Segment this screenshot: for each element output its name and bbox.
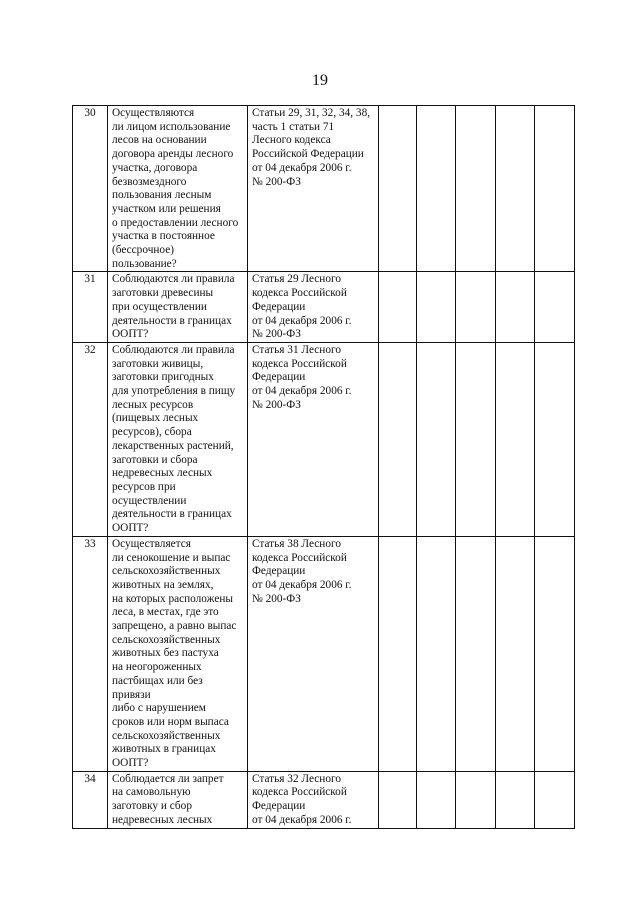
reference-line: от 04 декабря 2006 г. [252,385,352,398]
question-line: для употребления в пищу [112,385,236,398]
reference-line: кодекса Российской [252,287,347,300]
question-line: участком или решения [112,202,221,215]
question-line: (бессрочное) [112,244,174,257]
question-line: привязи [112,688,151,701]
question-line: ресурсов при [112,480,176,493]
question-line: ли лицом использование [112,120,231,133]
answer-cell[interactable] [496,536,535,771]
question-line: запрещено, а равно выпас [112,620,237,633]
question-line: недревесных лесных [112,813,213,826]
answer-cell[interactable] [417,106,456,272]
answer-cell[interactable] [379,771,417,828]
question-line: заготовки и сбора [112,453,198,466]
question-line: недревесных лесных [112,467,213,480]
legal-reference-cell [248,771,379,828]
reference-line: Федерации [252,300,306,313]
question-line: сроков или норм выпаса [112,715,229,728]
question-line: о предоставлении лесного [112,216,239,229]
question-line: животных без пастуха [112,647,219,660]
question-line: сельскохозяйственных [112,633,221,646]
answer-cell[interactable] [535,342,575,536]
question-cell [108,106,248,272]
question-line: леса, в местах, где это [112,606,219,619]
question-line: заготовки пригодных [112,371,214,384]
reference-line: Федерации [252,565,306,578]
answer-cell[interactable] [379,536,417,771]
checklist-table [72,105,575,829]
answer-cell[interactable] [496,342,535,536]
question-line: лесных ресурсов [112,398,194,411]
question-line: пастбищах или без [112,674,203,687]
reference-line: № 200-ФЗ [252,592,301,605]
table-row [73,771,575,828]
reference-line: Статья 38 Лесного [252,537,342,550]
table-row [73,536,575,771]
answer-cell[interactable] [535,106,575,272]
reference-line: Статья 29 Лесного [252,273,342,286]
question-line: на которых расположены [112,592,233,605]
answer-cell[interactable] [535,771,575,828]
reference-line: от 04 декабря 2006 г. [252,578,352,591]
answer-cell[interactable] [417,771,456,828]
answer-cell[interactable] [379,106,417,272]
reference-line: от 04 декабря 2006 г. [252,161,352,174]
answer-cell[interactable] [379,272,417,343]
reference-line: Статья 31 Лесного [252,343,342,356]
table-row [73,106,575,272]
reference-line: кодекса Российской [252,357,347,370]
question-line: животных на землях, [112,578,214,591]
question-line: заготовки живицы, [112,357,204,370]
question-cell [108,342,248,536]
question-line: ООПТ? [112,522,149,535]
question-line: (пищевых лесных [112,412,199,425]
reference-line: № 200-ФЗ [252,398,301,411]
reference-line: Федерации [252,371,306,384]
answer-cell[interactable] [379,342,417,536]
answer-cell[interactable] [535,272,575,343]
row-number: 33 [73,536,108,771]
answer-cell[interactable] [496,771,535,828]
answer-cell[interactable] [456,771,496,828]
answer-cell[interactable] [456,536,496,771]
reference-line: № 200-ФЗ [252,175,301,188]
legal-reference-cell [248,536,379,771]
question-cell [108,272,248,343]
question-line: участка, договора [112,161,198,174]
answer-cell[interactable] [456,272,496,343]
legal-reference-cell [248,106,379,272]
row-number: 32 [73,342,108,536]
question-line: пользования лесным [112,189,212,202]
question-line: при осуществлении [112,300,207,313]
reference-line: Статьи 29, 31, 32, 34, 38, [252,107,371,119]
row-number: 30 [73,106,108,272]
question-line: сельскохозяйственных [112,565,221,578]
answer-cell[interactable] [417,536,456,771]
question-line: деятельности в границах [112,508,232,521]
answer-cell[interactable] [456,342,496,536]
row-number: 34 [73,771,108,828]
question-line: деятельности в границах [112,314,232,327]
answer-cell[interactable] [456,106,496,272]
question-line: безвозмездного [112,175,187,188]
reference-line: от 04 декабря 2006 г. [252,813,352,826]
question-cell [108,536,248,771]
question-line: на самовольную [112,786,191,799]
reference-line: Лесного кодекса [252,134,331,147]
question-line: Соблюдаются ли правила [112,343,235,356]
row-number: 31 [73,272,108,343]
question-line: ресурсов), сбора [112,426,192,439]
reference-line: Статья 32 Лесного [252,772,342,785]
table-row [73,342,575,536]
question-line: либо с нарушением [112,702,206,715]
reference-line: № 200-ФЗ [252,328,301,341]
question-line: участка в постоянное [112,230,215,243]
question-line: сельскохозяйственных [112,729,221,742]
question-line: Соблюдаются ли правила [112,273,235,286]
reference-line: Российской Федерации [252,148,364,161]
reference-line: Федерации [252,800,306,813]
answer-cell[interactable] [417,272,456,343]
question-line: ООПТ? [112,328,149,341]
question-line: лесов на основании [112,134,207,147]
question-line: пользование? [112,257,177,270]
question-cell [108,771,248,828]
reference-line: кодекса Российской [252,551,347,564]
question-line: лекарственных растений, [112,439,234,452]
question-line: Осуществляется [112,537,191,550]
legal-reference-cell [248,342,379,536]
question-line: осуществлении [112,494,187,507]
reference-line: часть 1 статьи 71 [252,120,335,133]
question-line: заготовку и сбор [112,800,192,813]
table-row [73,272,575,343]
question-line: ли сенокошение и выпас [112,551,231,564]
reference-line: кодекса Российской [252,786,347,799]
page-number: 19 [312,72,328,89]
question-line: Осуществляются [112,107,195,119]
legal-reference-cell [248,272,379,343]
question-line: заготовки древесины [112,287,214,300]
question-line: Соблюдается ли запрет [112,772,224,785]
question-line: животных в границах [112,743,216,756]
question-line: ООПТ? [112,757,149,770]
answer-cell[interactable] [417,342,456,536]
question-line: на неогороженных [112,661,202,674]
answer-cell[interactable] [535,536,575,771]
answer-cell[interactable] [496,106,535,272]
question-line: договора аренды лесного [112,148,234,161]
reference-line: от 04 декабря 2006 г. [252,314,352,327]
answer-cell[interactable] [496,272,535,343]
